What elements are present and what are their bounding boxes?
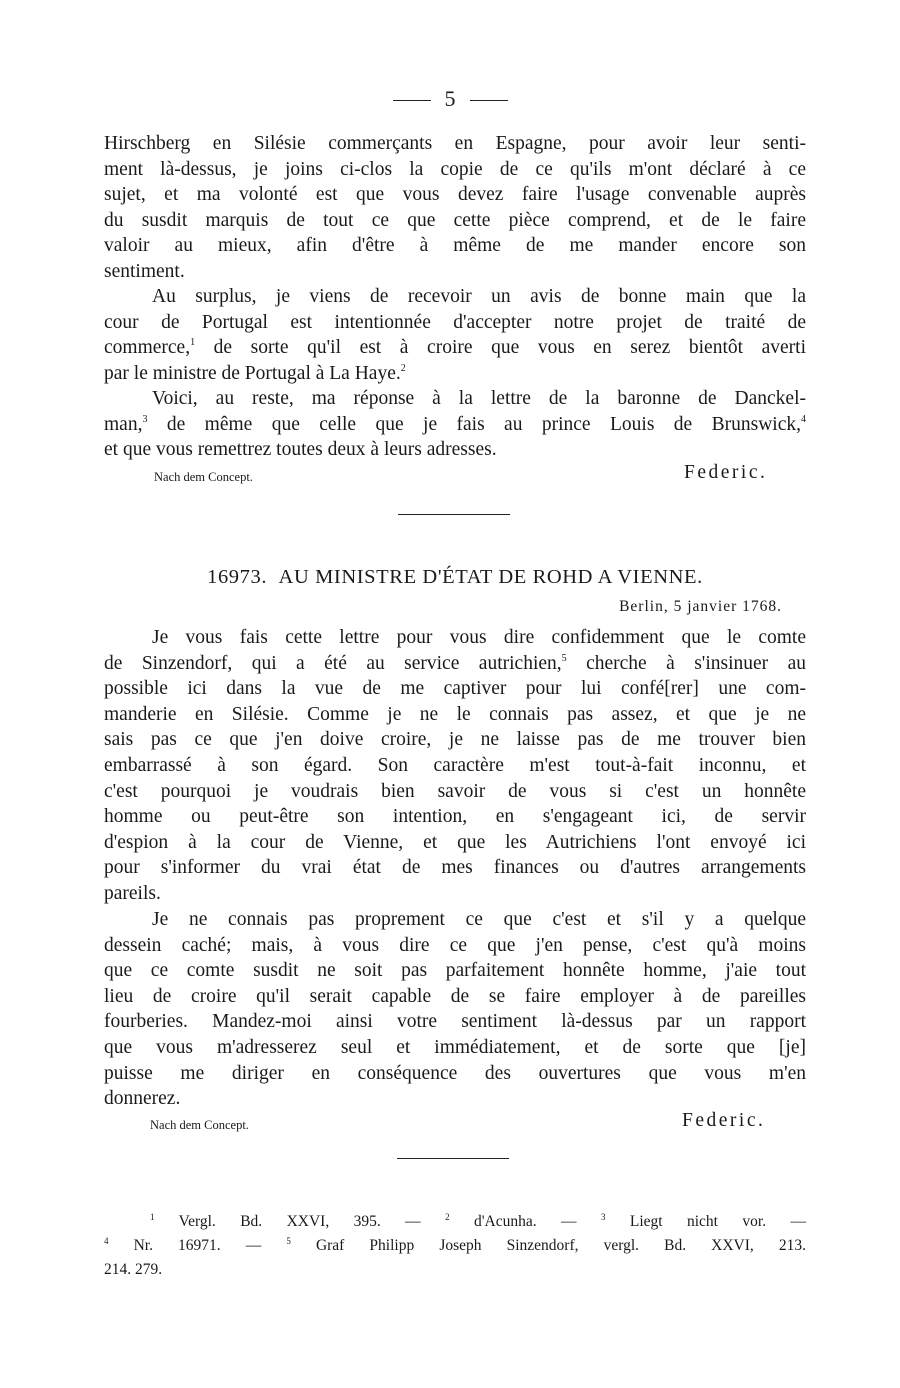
signature: Federic. [684, 462, 768, 483]
footnote-text: Vergl. Bd. XXVI, 395. — [154, 1213, 446, 1230]
text-line [104, 361, 806, 387]
text-line: Hirschberg en Silésie commerçants en Espagne, pour avoir leur senti- [104, 133, 806, 154]
letter2-closing [104, 1110, 806, 1140]
footnotes [104, 1210, 806, 1282]
text-segment: de Sinzendorf, qui a été au service autrichien, [104, 652, 562, 674]
footnote-line [104, 1234, 806, 1258]
text-line: pour s'informer du vrai état de mes finances ou d'autres arrangements [104, 857, 806, 879]
text-line: homme ou peut-être son intention, en s'engageant ici, de servir [104, 806, 806, 828]
text-line [104, 412, 806, 438]
footnote-marker: 3 [600, 1212, 606, 1222]
footnote-marker: 4 [801, 413, 806, 425]
source-note: Nach dem Concept. [154, 470, 253, 484]
text-line: dessein caché; mais, à vous dire ce que j'en pense, c'est qu'à moins [104, 934, 806, 956]
letter1-paragraph-3 [104, 386, 806, 463]
text-line: que vous m'adresserez seul et immédiatement, et de sorte que [je] [104, 1036, 806, 1058]
text-line: Voici, au reste, ma réponse à la lettre de la baronne de Danckel- [152, 388, 806, 409]
footnote-text: Graf Philipp Joseph Sinzendorf, vergl. Bd. XXVI, 213. [290, 1237, 806, 1254]
text-segment: de sorte qu'il est à croire que vous en serez bientôt averti [195, 337, 806, 359]
footnote-text: Nr. 16971. — [108, 1237, 287, 1254]
text-line: embarrassé à son égard. Son caractère m'est tout-à-fait inconnu, et [104, 754, 806, 776]
text-line: que ce comte susdit ne soit pas parfaitement honnête homme, j'aie tout [104, 960, 806, 982]
letter1-paragraph-1 [104, 131, 806, 285]
page-number-right-rule [470, 100, 508, 101]
letter-title: AU MINISTRE D'ÉTAT DE ROHD A VIENNE. [278, 566, 703, 588]
source-note: Nach dem Concept. [150, 1118, 249, 1132]
page-number-left-rule [393, 100, 431, 101]
text-line: sais pas ce que j'en doive croire, je ne laisse pas de me trouver bien [104, 729, 806, 751]
letter-heading [104, 566, 806, 589]
text-segment: de même que celle que je fais au prince Louis de Brunswick, [147, 413, 801, 435]
text-line: sujet, et ma volonté est que vous devez faire l'usage convenable auprès [104, 184, 806, 206]
text-line: Je vous fais cette lettre pour vous dire confidemment que le comte [152, 627, 806, 648]
text-line: pareils. [104, 882, 161, 904]
footnote-marker: 5 [561, 652, 567, 664]
text-segment: cherche à s'insinuer au [566, 652, 806, 674]
section-divider [397, 1158, 509, 1159]
text-line: cour de Portugal est intentionnée d'accepter notre projet de traité de [104, 311, 806, 333]
text-segment: commerce, [104, 337, 191, 359]
text-line: fourberies. Mandez-moi ainsi votre sentiment là-dessus par un rapport [104, 1011, 806, 1033]
text-line [104, 335, 806, 361]
text-line: manderie en Silésie. Comme je ne le connais pas assez, et que je ne [104, 703, 806, 725]
text-line: donnerez. [104, 1088, 181, 1110]
text-line [104, 651, 806, 677]
footnote-marker: 5 [286, 1236, 291, 1246]
letter2-paragraph-1 [104, 625, 806, 907]
footnote-text: Liegt nicht vor. — [605, 1213, 806, 1230]
footnote-text: d'Acunha. — [449, 1213, 601, 1230]
text-line: d'espion à la cour de Vienne, et que les Autrichiens l'ont envoyé ici [104, 831, 806, 853]
text-line: puisse me diriger en conséquence des ouvertures que vous m'en [104, 1062, 806, 1084]
letter-number: 16973. [207, 566, 268, 588]
letter2-paragraph-2 [104, 907, 806, 1112]
signature: Federic. [682, 1110, 766, 1131]
text-segment: par le ministre de Portugal à La Haye. [104, 362, 401, 384]
letter1-closing [104, 462, 806, 492]
page-number [0, 86, 900, 112]
text-line: lieu de croire qu'il serait capable de se faire employer à de pareilles [104, 985, 806, 1007]
footnote-marker: 1 [190, 337, 196, 349]
text-line: Je ne connais pas proprement ce que c'est et s'il y a quelque [152, 909, 806, 930]
footnote-marker: 2 [445, 1212, 450, 1222]
text-line: et que vous remettrez toutes deux à leurs adresses. [104, 439, 497, 461]
text-line: valoir au mieux, afin d'être à même de me mander encore son [104, 235, 806, 257]
text-line: c'est pourquoi je voudrais bien savoir de vous si c'est un honnête [104, 780, 806, 802]
text-line: possible ici dans la vue de me captiver pour lui confé[rer] une com- [104, 678, 806, 700]
text-line: du susdit marquis de tout ce que cette pièce comprend, et de le faire [104, 209, 806, 231]
page-number-text: 5 [444, 86, 456, 111]
place-date: Berlin, 5 janvier 1768. [619, 598, 782, 615]
text-segment: man, [104, 413, 143, 435]
text-line: sentiment. [104, 260, 185, 282]
text-line: ment là-dessus, je joins ci-clos la copie de ce qu'ils m'ont déclaré à ce [104, 158, 806, 180]
text-line: Au surplus, je viens de recevoir un avis de bonne main que la [152, 286, 806, 307]
footnote-marker: 4 [104, 1236, 109, 1246]
footnote-marker: 2 [400, 362, 406, 374]
section-divider [398, 514, 510, 515]
footnote-marker: 1 [150, 1212, 155, 1222]
footnote-line [104, 1210, 806, 1234]
footnote-marker: 3 [142, 413, 148, 425]
footnote-line: 214. 279. [104, 1261, 163, 1278]
letter1-paragraph-2 [104, 284, 806, 386]
